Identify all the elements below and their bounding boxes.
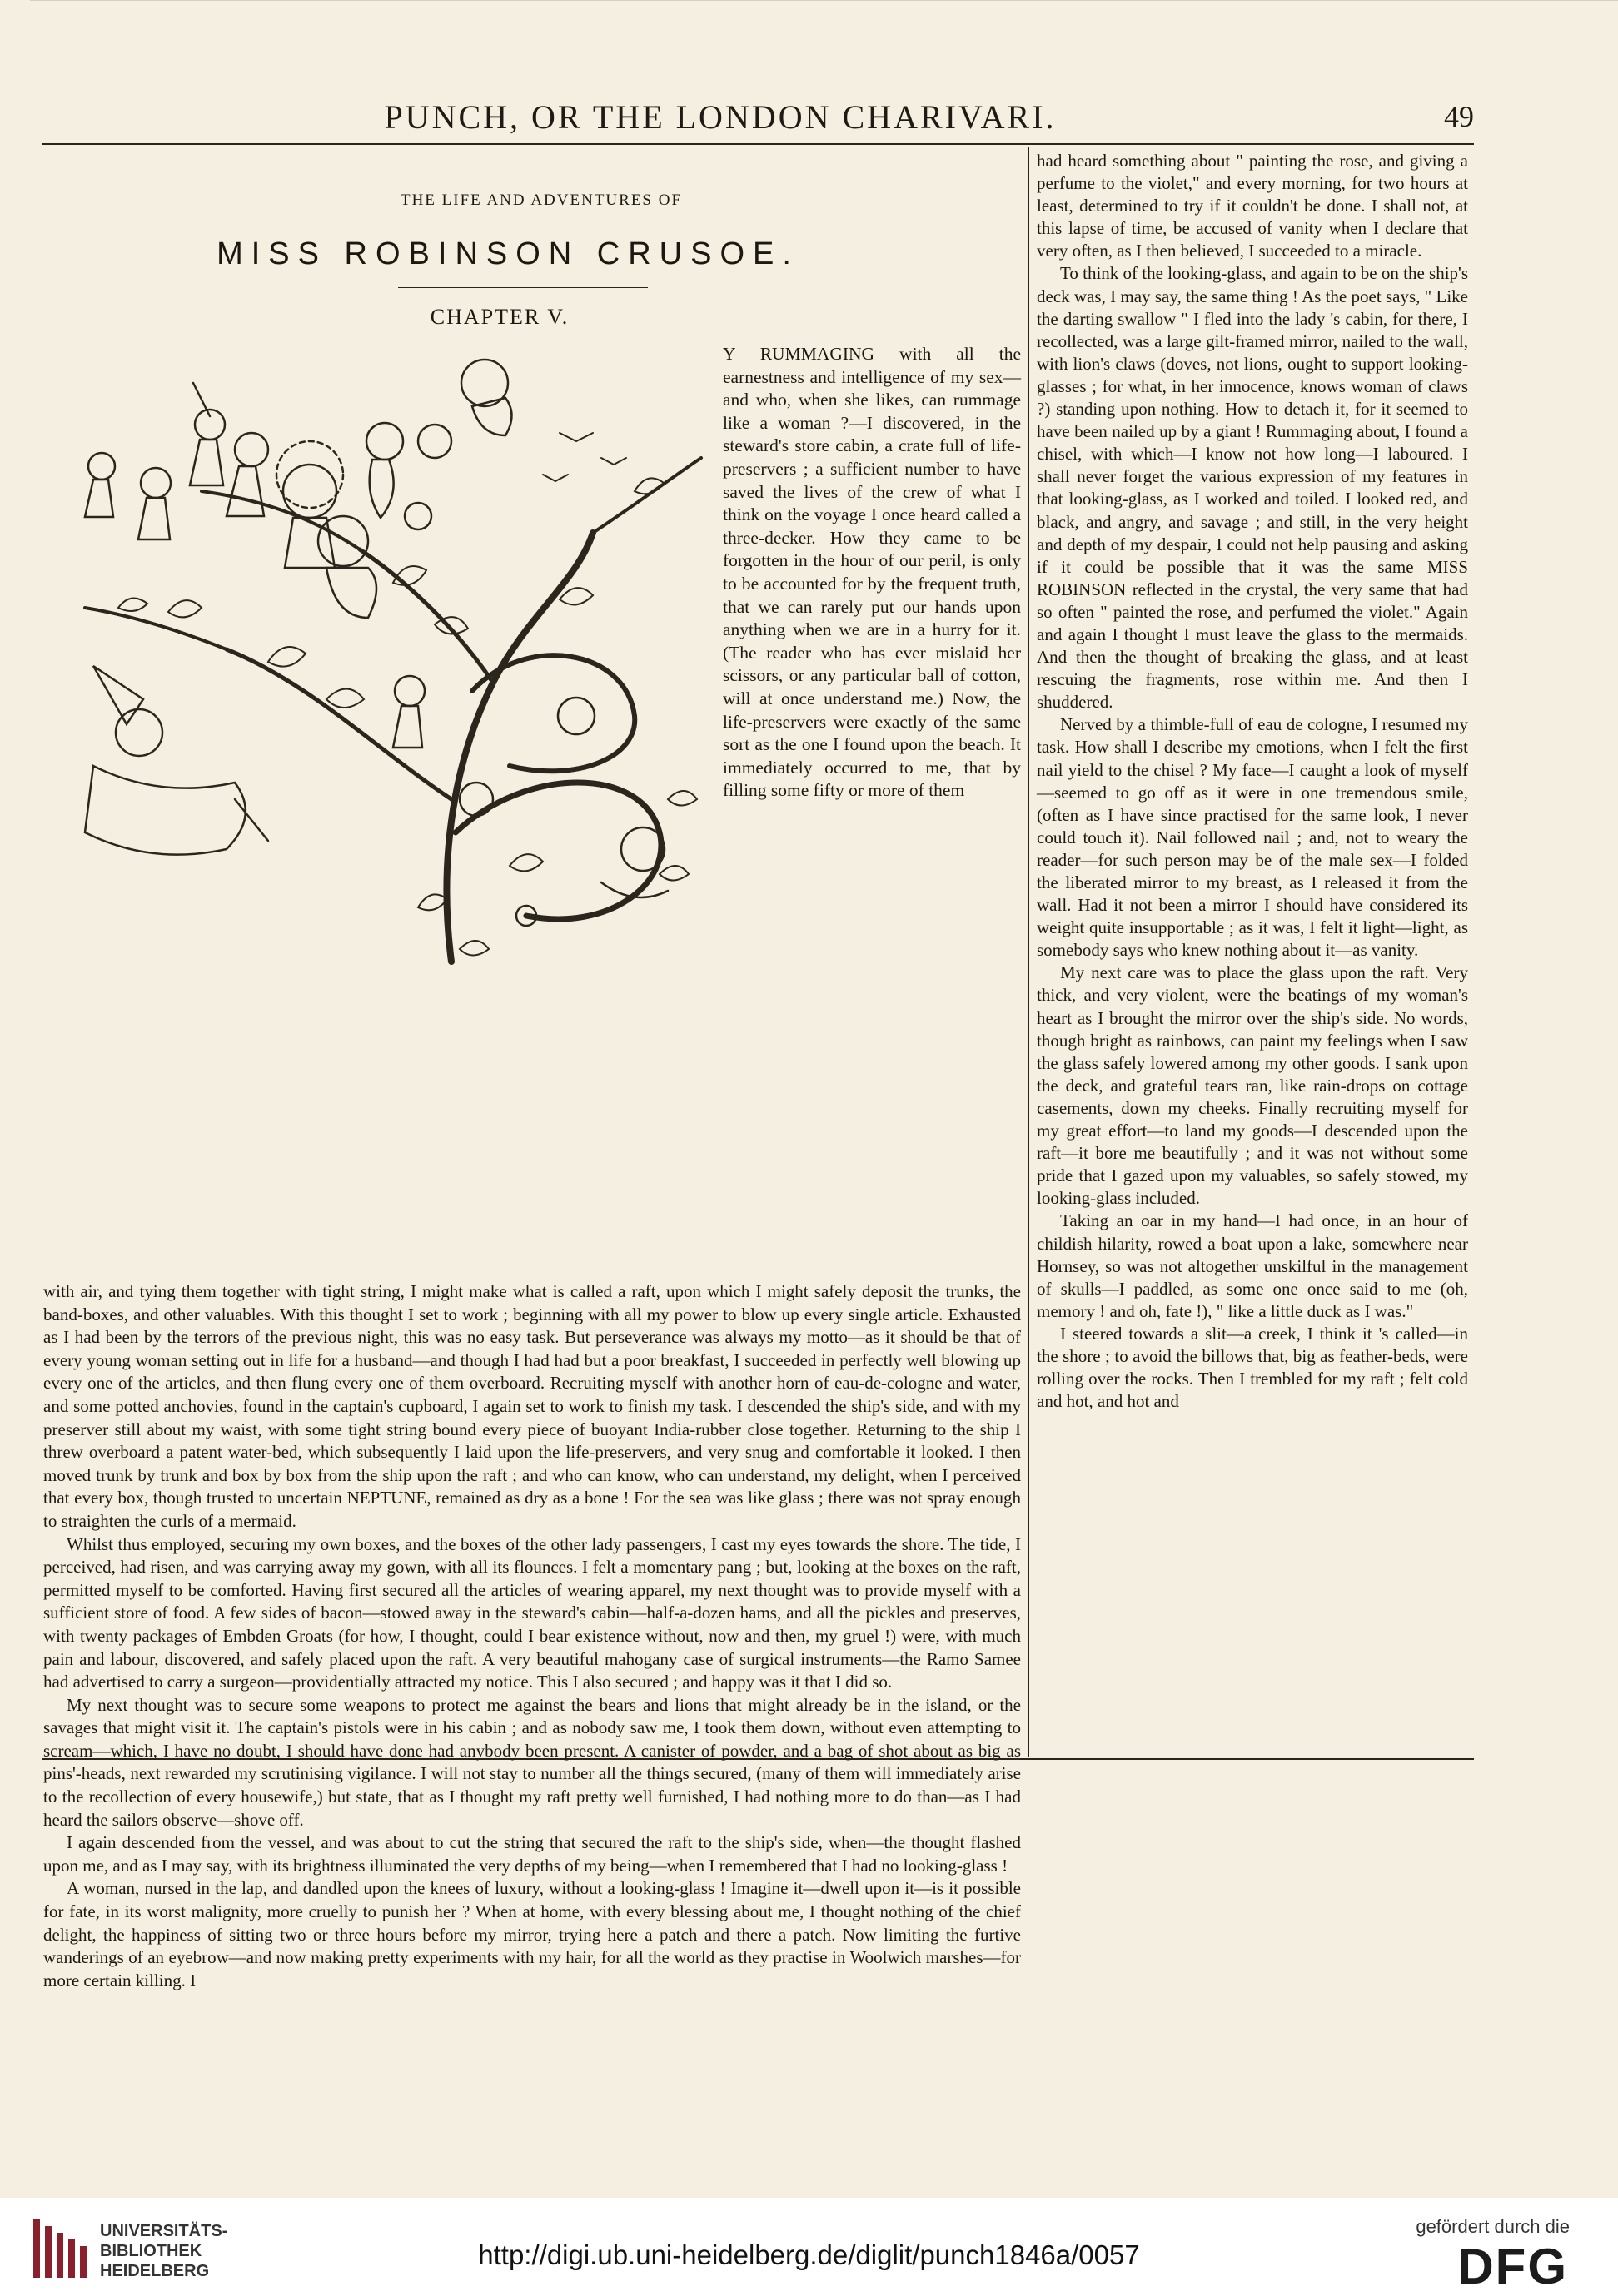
left-column-bottom-text — [43, 1280, 1021, 1990]
paragraph: My next care was to place the glass upon the raft. Very thick, and very violent, were the beatings of my woman's heart as I brought the mirror over the ship's side. No words, though bright as rainbows, can paint my feelings when I saw the glass safely lowered among my other goods. I sank upon the deck, and grateful tears ran, like rain-drops on cottage casements, down my cheeks. Finally recruiting myself for my great effort—to land my goods—I descended upon the raft—it bore me beautifully ; and it was not without some pride that I gazed upon my valuables, so safely stowed, my looking-glass included. — [1037, 962, 1468, 1209]
page-number: 49 — [1444, 100, 1474, 133]
dfg-logo: DFG — [1457, 2239, 1568, 2294]
paragraph: My next thought was to secure some weapons to protect me against the bears and lions that might already be in the island, or the savages that might visit it. The captain's pistols were in his cabin ; and as nobody saw me, I took them down, without even attempting to scream—which, I have no doubt, I should have done had anybody been present. A canister of powder, and a bag of shot about as big as pins'-heads, next rewarded my scrutinising vigilance. I will not stay to number all the things secured, (many of them will immediately arise to the recollection of every housewife,) but state, that as I thought my raft pretty well furnished, I had nothing more to do than—as I had heard the sailors observe—shove off. — [43, 1694, 1021, 1830]
chapter-heading: CHAPTER V. — [430, 305, 570, 329]
paragraph: I again descended from the vessel, and was about to cut the string that secured the raft to the ship's side, when—the thought flashed upon me, and as I may say, with its brightness illuminated the very depths of my being—when I remembered that I had no looking-glass ! — [43, 1832, 1021, 1876]
page-header — [42, 96, 1474, 146]
left-column-top-text — [723, 343, 1021, 1280]
paragraph: had heard something about " painting the rose, and giving a perfume to the violet," and every morning, for two hours at least, determined to try if it couldn't be done. I shall not, at this lapse of time, be accused of vanity when I declare that very often, as I then believed, I succeeded to a miracle. — [1037, 151, 1468, 261]
paragraph: Taking an oar in my hand—I had once, in an hour of childish hilarity, rowed a boat upon a lake, somewhere near Hornsey, so was not altogether unskilful in the management of skulls—I paddled, as some one once said to me (oh, memory ! and oh, fate !), " like a little duck as I was." — [1037, 1210, 1468, 1321]
article-overline: THE LIFE AND ADVENTURES OF — [400, 191, 683, 209]
paragraph: A woman, nursed in the lap, and dandled upon the knees of luxury, without a looking-glass ! Imagine it—dwell upon it—is it possible for fate, in its worst malignity, more cruelly to punish her ? When at home, with every blessing about me, I thought nothing of the chief delight, the happiness of sitting two or three hours before my mirror, trying here a patch and there a patch. Now limiting the furtive wanderings of an eyebrow—and now making pretty experiments with my hair, for all the world as they practise in Woolwich marshes—for more certain killing. I — [43, 1878, 1021, 1990]
institution-line: HEIDELBERG — [100, 2262, 210, 2280]
funding-note: gefördert durch die — [1416, 2216, 1570, 2237]
paragraph: Y RUMMAGING with all the earnestness and intelligence of my sex—and who, when she likes, can rummage like a woman ?—I discovered, in the steward's store cabin, a crate full of life-preservers ; a sufficient number to have saved the lives of the crew of what I think on the voyage I once heard called a three-decker. How they came to be forgotten in the hour of our peril, is only to be accounted for by the frequent truth, that we can rarely put our hands upon anything when we are in a hurry for it. (The reader who has ever mislaid her scissors, or any particular ball of cotton, will at once understand me.) Now, the life-preservers were exactly of the same sort as the one I found upon the beach. It immediately occurred to me, that by filling some fifty or more of them — [723, 344, 1021, 801]
institution-line: UNIVERSITÄTS- — [100, 2222, 228, 2240]
digitization-footer — [0, 2198, 1618, 2296]
title-rule — [398, 287, 648, 288]
header-rule — [42, 143, 1474, 145]
paragraph: with air, and tying them together with tight string, I might make what is called a raft, upon which I might safely deposit the trunks, the band-boxes, and other valuables. With this thought I set to work ; beginning with all my power to blow up every single article. Exhausted as I had been by the terrors of the previous night, this was no easy task. But perseverance was always my motto—as it should be that of every young woman setting out in life for a husband—and though I had had but a poor breakfast, I succeeded in perfectly well blowing up every one of the articles, and then flung every one of them overboard. Recruiting myself with another horn of eau-de-cologne and water, and some potted anchovies, found in the captain's cupboard, I again set to work to finish my task. I descended the ship's side, and with my preserver still about my waist, with some tight string bound every piece of buoyant India-rubber close together. Returning to the ship I threw overboard a patent water-bed, which subsequently I laid upon the life-preservers, and very snug and comfortable it looked. I then moved trunk by trunk and box by box from the ship upon the raft ; and who can know, who can understand, my delight, when I perceived that every box, though trusted to uncertain NEPTUNE, remained as dry as a bone ! For the sea was like glass ; there was not spray enough to straighten the curls of a mermaid. — [43, 1281, 1021, 1531]
column-divider — [1028, 147, 1029, 1757]
running-title: PUNCH, OR THE LONDON CHARIVARI. — [384, 98, 1057, 136]
paragraph: Nerved by a thimble-full of eau de cologne, I resumed my task. How shall I describe my emotions, when I felt the first nail yield to the chisel ? My face—I caught a look of myself—seemed to go off as it were in one tremendous smile, (often as I have since practised for the same look, I never could touch it). Nail followed nail ; and, not to weary the reader—for such person may be of the male sex—I folded the liberated mirror to my breast, as I released it from the wall. Had it not been a mirror I should have considered its weight quite insupportable ; as it was, I felt it light—light, as somebody says who knew nothing about it—as vanity. — [1037, 714, 1468, 961]
article-title: MISS ROBINSON CRUSOE. — [217, 236, 799, 271]
page-edge — [30, 0, 1618, 1]
decorated-initial-illustration — [60, 333, 718, 966]
paragraph: To think of the looking-glass, and again to be on the ship's deck was, I may say, the same thing ! As the poet says, " Like the darting swallow " I fled into the lady 's cabin, for there, I recollected, was a large gilt-framed mirror, nailed to the wall, with lion's claws (doves, not lions, ought to support looking-glasses ; for what, in her innocence, knows woman of claws ?) standing upon nothing. How to detach it, for it seemed to have been nailed up by a giant ! Rummaging about, I found a chisel, with which—I know not how long—I laboured. I shall never forget the various expression of my features in that looking-glass, as I worked and toiled. I looked red, and black, and angry, and savage ; and still, in the very height and depth of my despair, I could not help pausing and asking if it could be possible that it was the same MISS ROBINSON reflected in the crystal, the very same that had so often " painted the rose, and perfumed the violet." Again and again I thought I must leave the glass to the mermaids. And then the thought of breaking the glass, and at least rescuing the fragments, rose within me. And then I shuddered. — [1037, 263, 1468, 713]
paragraph: I steered towards a slit—a creek, I think it 's called—in the shore ; to avoid the billows that, big as feather-beds, were rolling over the rocks. Then I trembled for my raft ; felt cold and hot, and hot and — [1037, 1323, 1468, 1412]
bottom-rule — [42, 1758, 1474, 1760]
right-column-text — [1037, 150, 1468, 1752]
institution-line: BIBLIOTHEK — [100, 2242, 202, 2260]
paragraph: Whilst thus employed, securing my own boxes, and the boxes of the other lady passengers, I cast my eyes towards the shore. The tide, I perceived, had risen, and was carrying away my gown, with all its flounces. I felt a momentary pang ; but, looking at the boxes on the raft, permitted myself to be comforted. Having first secured all the articles of wearing apparel, my next thought was to provide myself with a sufficient store of food. A few sides of bacon—stowed away in the steward's cabin—half-a-dozen hams, and all the pickles and preserves, with twenty packages of Embden Groats (for how, I thought, could I bear existence without, now and then, my gruel !) were, with much pain and labour, discovered, and safely placed upon the raft. A very beautiful mahogany case of surgical instruments—the Ramo Samee had advertised to carry a surgeon—providentially attracted my notice. This I also secured ; and happy was it that I did so. — [43, 1533, 1021, 1692]
permalink-url[interactable]: http://digi.ub.uni-heidelberg.de/diglit/punch1846a/0057 — [478, 2239, 1140, 2270]
